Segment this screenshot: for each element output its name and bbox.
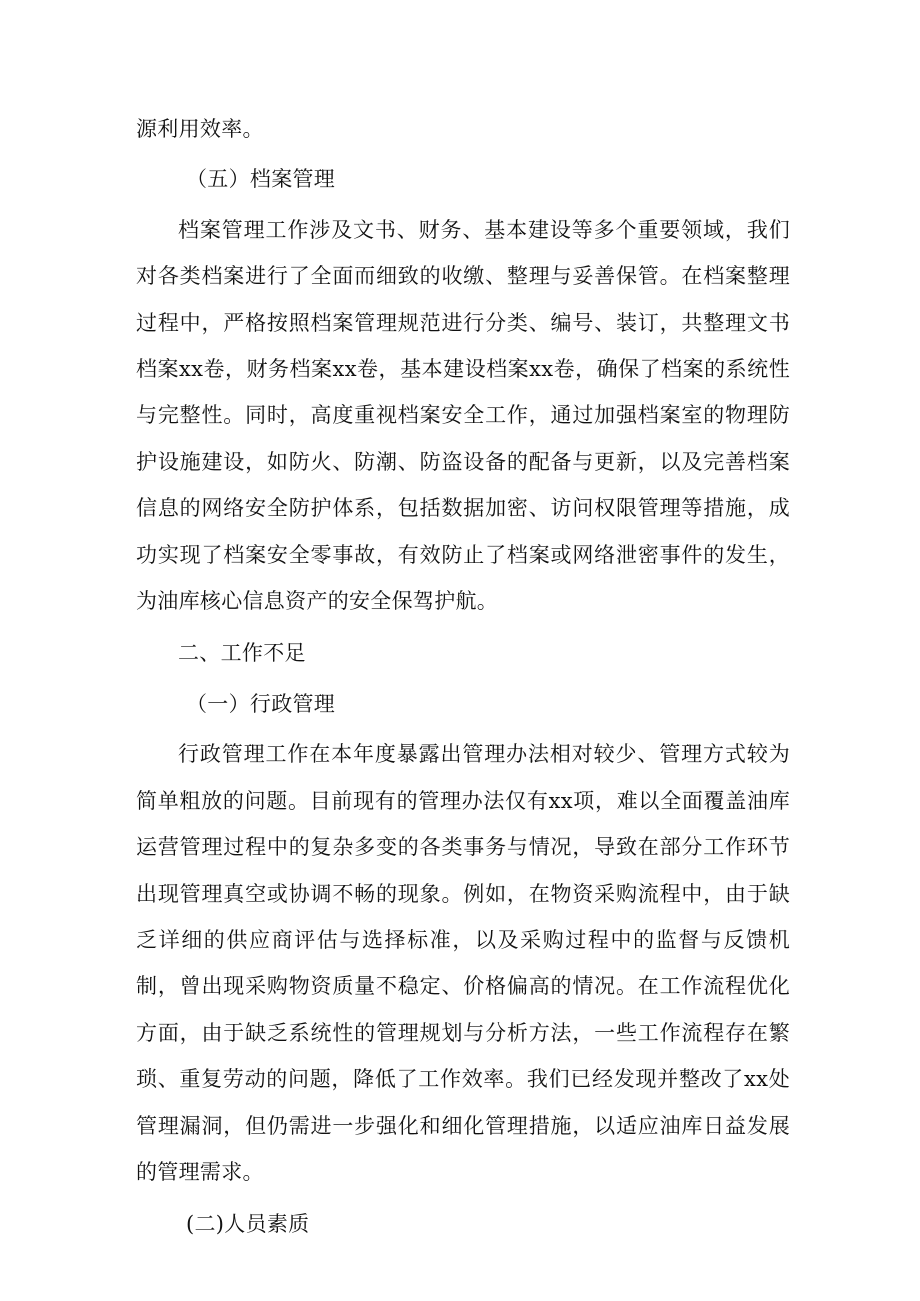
section-heading-archive: （五）档案管理 bbox=[186, 167, 336, 192]
paragraph-archive: 档案管理工作涉及文书、财务、基本建设等多个重要领域，我们对各类档案进行了全面而细致的收缴、整理与妥善保管。在档案整理过程中，严格按照档案管理规范进行分类、编号、装订，共整理文书档案xx卷，财务档案xx卷，基本建设档案xx卷，确保了档案的系统性与完整性。同时，高度重视档案安全工作，通过加强档案室的物理防护设施建设，如防火、防潮、防盗设备的配备与更新，以及完善档案信息的网络安全防护体系，包括数据加密、访问权限管理等措施，成功实现了档案安全零事故，有效防止了档案或网络泄密事件的发生，为油库核心信息资产的安全保驾护航。 bbox=[136, 217, 790, 614]
document-body bbox=[136, 106, 790, 1248]
continuation-text: 源利用效率。 bbox=[136, 117, 264, 141]
section-heading-staff: (二)人员素质 bbox=[186, 1212, 310, 1237]
section-heading-admin: （一）行政管理 bbox=[186, 691, 336, 716]
paragraph-admin: 行政管理工作在本年度暴露出管理办法相对较少、管理方式较为简单粗放的问题。目前现有的管理办法仅有xx项，难以全面覆盖油库运营管理过程中的复杂多变的各类事务与情况，导致在部分工作环节出现管理真空或协调不畅的现象。例如，在物资采购流程中，由于缺乏详细的供应商评估与选择标准，以及采购过程中的监督与反馈机制，曾出现采购物资质量不稳定、价格偏高的情况。在工作流程优化方面，由于缺乏系统性的管理规划与分析方法，一些工作流程存在繁琐、重复劳动的问题，降低了工作效率。我们已经发现并整改了xx处管理漏洞，但仍需进一步强化和细化管理措施，以适应油库日益发展的管理需求。 bbox=[136, 742, 790, 1184]
chapter-heading-deficiencies: 二、工作不足 bbox=[178, 641, 306, 666]
